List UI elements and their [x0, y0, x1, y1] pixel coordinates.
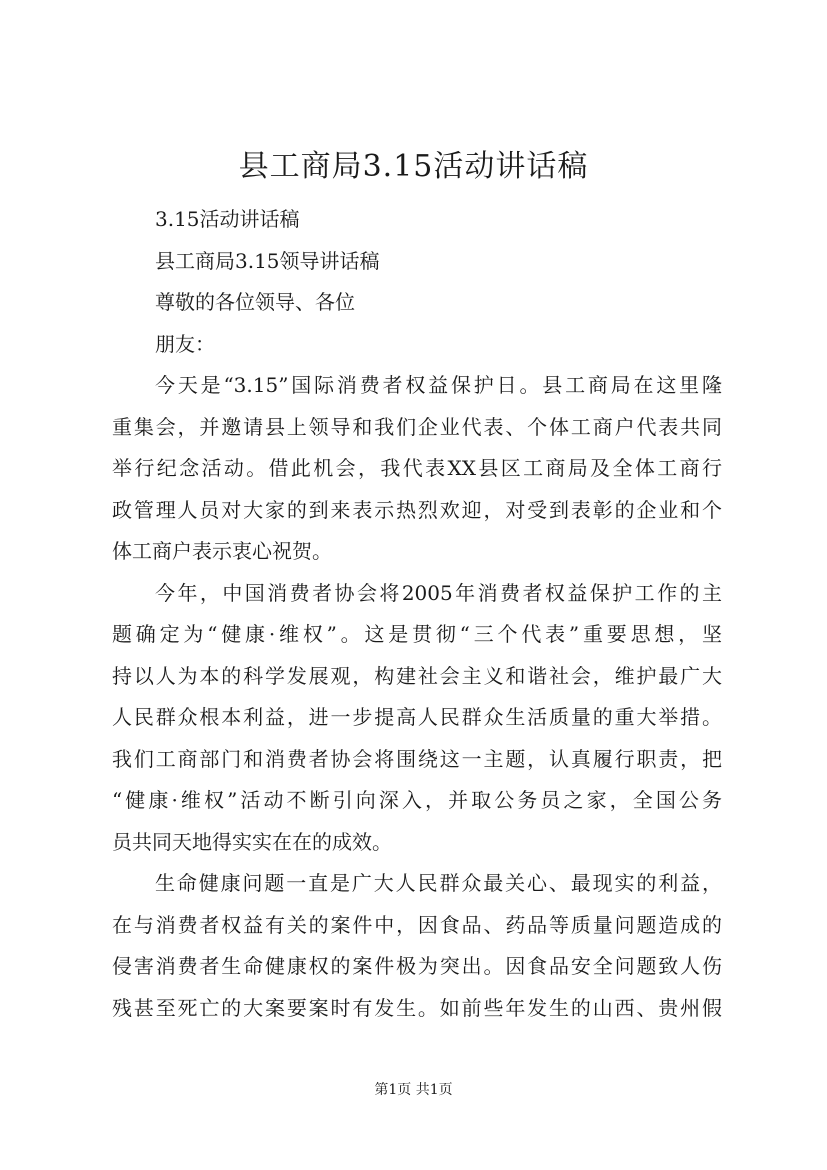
paragraph: [112, 365, 722, 573]
page-footer: 第1页 共1页: [374, 1082, 453, 1098]
paragraph-line: “健康·维权”活动不断引向深入，并取公务员之家，全国公务: [112, 788, 722, 812]
paragraph-line: 员共同天地得实实在在的成效。: [112, 829, 392, 854]
paragraph-line: 今天是“3.15”国际消费者权益保护日。县工商局在这里隆: [155, 373, 722, 397]
paragraph-line: 我们工商部门和消费者协会将围绕这一主题，认真履行职责，把: [112, 746, 722, 771]
document-body: [112, 199, 722, 1029]
paragraph-line: 侵害消费者生命健康权的案件极为突出。因食品安全问题致人伤: [112, 954, 722, 978]
paragraph-line: 在与消费者权益有关的案件中，因食品、药品等质量问题造成的: [112, 912, 722, 937]
paragraph-line: 今年，中国消费者协会将2005年消费者权益保护工作的主: [155, 580, 722, 605]
subtitle-line: 县工商局3.15领导讲话稿: [155, 248, 380, 273]
paragraph-line: 政管理人员对大家的到来表示热烈欢迎，对受到表彰的企业和个: [112, 497, 722, 522]
paragraph-line: 生命健康问题一直是广大人民群众最关心、最现实的利益，: [155, 871, 722, 895]
paragraph-line: 人民群众根本利益，进一步提高人民群众生活质量的重大举措。: [112, 705, 722, 729]
paragraph: [112, 573, 722, 864]
greeting-line: 朋友：: [155, 331, 215, 356]
paragraph-line: 重集会，并邀请县上领导和我们企业代表、个体工商户代表共同: [112, 414, 722, 439]
paragraph-line: 题确定为“健康·维权”。这是贯彻“三个代表”重要思想，坚: [112, 622, 722, 646]
paragraph: [112, 863, 722, 1029]
paragraph-line: 持以人为本的科学发展观，构建社会主义和谐社会，维护最广大: [112, 663, 722, 688]
paragraph-line: 体工商户表示衷心祝贺。: [112, 539, 332, 563]
paragraph-line: 举行纪念活动。借此机会，我代表XX县区工商局及全体工商行: [112, 456, 722, 480]
paragraph-line: 残甚至死亡的大案要案时有发生。如前些年发生的山西、贵州假: [112, 995, 722, 1020]
greeting-line: 尊敬的各位领导、各位: [155, 290, 355, 314]
document-title: 县工商局3.15活动讲话稿: [238, 149, 589, 184]
subtitle-line: 3.15活动讲话稿: [155, 207, 300, 231]
